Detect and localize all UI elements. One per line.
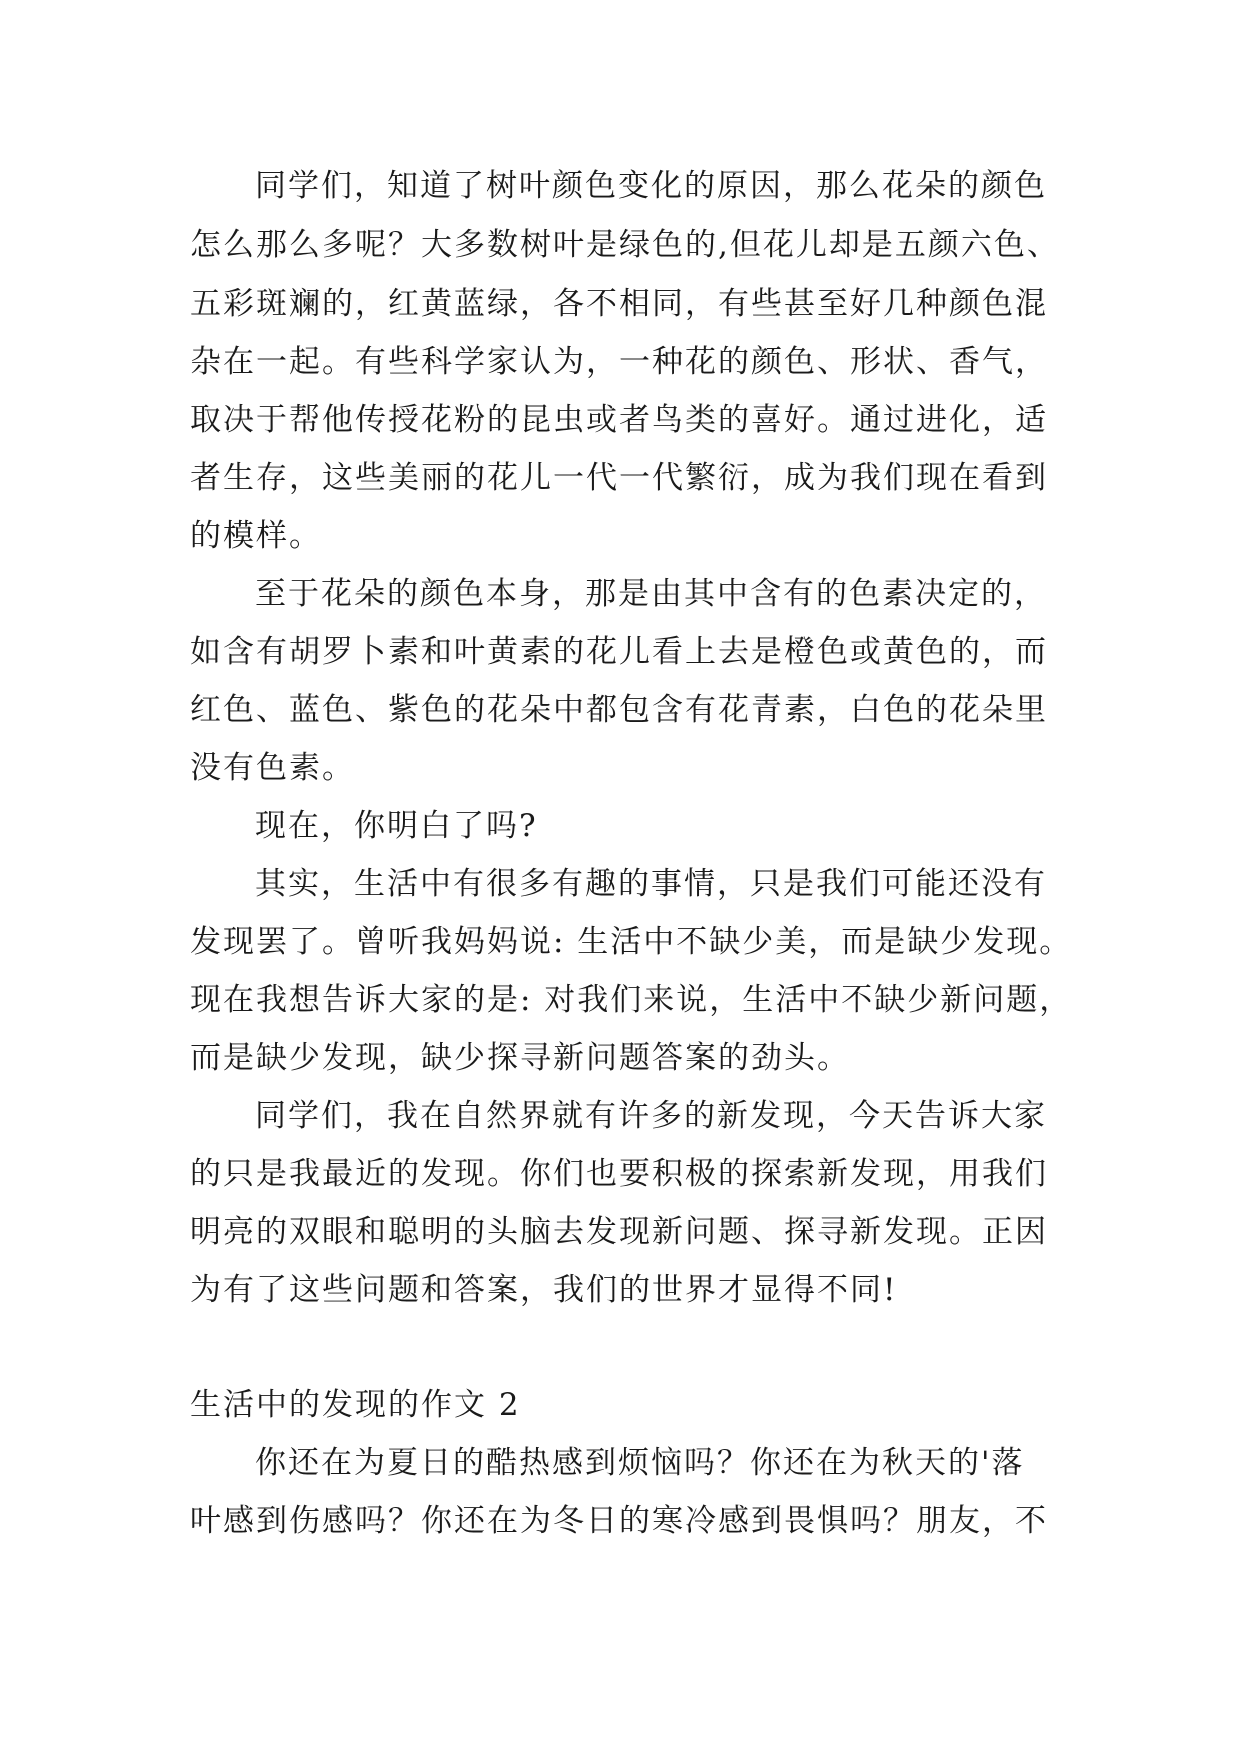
paragraph-2-line-4: 没有色素。: [190, 750, 355, 786]
paragraph-1-line-2: 怎么那么多呢？大多数树叶是绿色的,但花儿却是五颜六色、: [190, 227, 1060, 263]
paragraph-1-line-4: 杂在一起。有些科学家认为，一种花的颜色、形状、香气，: [190, 344, 1048, 380]
paragraph-1-line-7: 的模样。: [190, 518, 322, 554]
paragraph-4-line-1: 其实，生活中有很多有趣的事情，只是我们可能还没有: [255, 866, 1047, 902]
paragraph-2-line-2: 如含有胡罗卜素和叶黄素的花儿看上去是橙色或黄色的，而: [190, 634, 1048, 670]
section-paragraph-line-2: 叶感到伤感吗？你还在为冬日的寒冷感到畏惧吗？朋友，不: [190, 1503, 1048, 1539]
section-paragraph-line-1: 你还在为夏日的酷热感到烦恼吗？你还在为秋天的'落: [255, 1445, 1025, 1481]
paragraph-4-line-3: 现在我想告诉大家的是: 对我们来说，生活中不缺少新问题，: [190, 982, 1073, 1018]
paragraph-1-line-1: 同学们，知道了树叶颜色变化的原因，那么花朵的颜色: [255, 168, 1047, 204]
paragraph-1-line-6: 者生存，这些美丽的花儿一代一代繁衍，成为我们现在看到: [190, 460, 1048, 496]
paragraph-4-line-4: 而是缺少发现，缺少探寻新问题答案的劲头。: [190, 1040, 850, 1076]
paragraph-5-line-3: 明亮的双眼和聪明的头脑去发现新问题、探寻新发现。正因: [190, 1214, 1048, 1250]
section-title: 生活中的发现的作文 2: [190, 1387, 521, 1423]
paragraph-3-line-1: 现在，你明白了吗?: [255, 808, 538, 844]
paragraph-2-line-1: 至于花朵的颜色本身，那是由其中含有的色素决定的，: [255, 576, 1047, 612]
paragraph-5-line-1: 同学们，我在自然界就有许多的新发现，今天告诉大家: [255, 1098, 1047, 1134]
paragraph-5-line-2: 的只是我最近的发现。你们也要积极的探索新发现，用我们: [190, 1156, 1048, 1192]
paragraph-2-line-3: 红色、蓝色、紫色的花朵中都包含有花青素，白色的花朵里: [190, 692, 1048, 728]
paragraph-1-line-5: 取决于帮他传授花粉的昆虫或者鸟类的喜好。通过进化，适: [190, 402, 1048, 438]
paragraph-5-line-4: 为有了这些问题和答案，我们的世界才显得不同!: [190, 1272, 898, 1308]
paragraph-4-line-2: 发现罢了。曾听我妈妈说: 生活中不缺少美，而是缺少发现。: [190, 924, 1073, 960]
paragraph-1-line-3: 五彩斑斓的，红黄蓝绿，各不相同，有些甚至好几种颜色混: [190, 286, 1048, 322]
